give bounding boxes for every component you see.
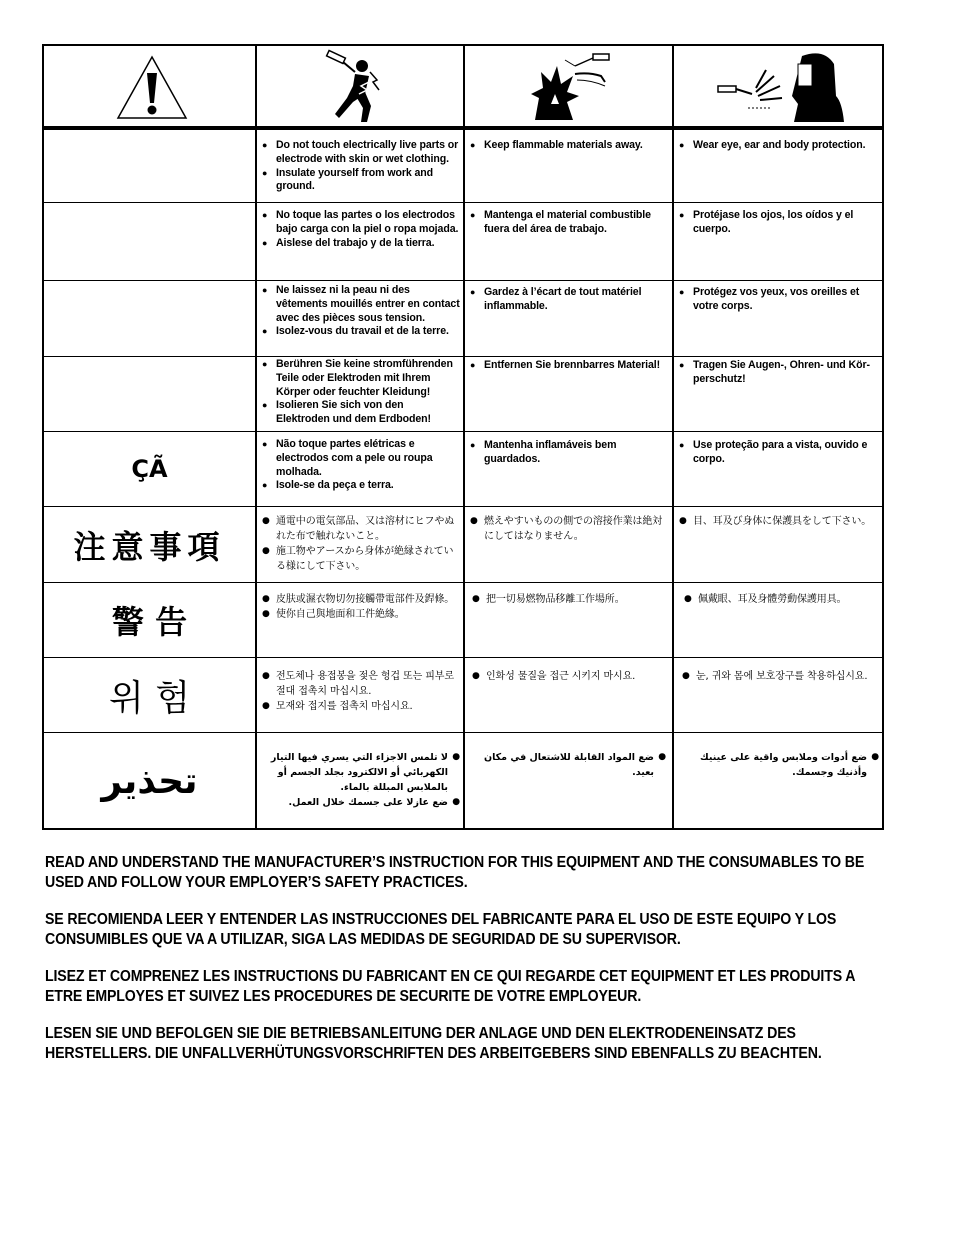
bullet-text: ● Keep flammable materials away. bbox=[470, 139, 670, 153]
row-label bbox=[44, 357, 255, 431]
bullet-text: ● ضع أدوات وملابس واقية على عينيك وأذنيك وجسمك. bbox=[679, 750, 879, 780]
flammable-warning-cell bbox=[470, 286, 670, 355]
row-label: 警 告 bbox=[111, 603, 188, 641]
protection-warning-cell bbox=[679, 359, 879, 430]
bullet-text: ● لا تلمس الاجزاء التي يسري فيها التيار الكهربائي أو الالكترود بجلد الجسم أو بالملابس المبللة بالماء. bbox=[270, 750, 460, 795]
bullet-text: ● Protéjase los ojos, los oídos y el cuerpo. bbox=[679, 209, 879, 237]
instruction-spanish: SE RECOMIENDA LEER Y ENTENDER LAS INSTRUCCIONES DEL FABRICANTE PARA EL USO DE ESTE EQUIPO Y LOS CONSUMIBLES QUE VA A UTILIZAR, SIGA LAS MEDIDAS DE SEGURIDAD DE SU SUPERVISOR. bbox=[45, 911, 837, 948]
welding-eye-protection-icon bbox=[674, 46, 884, 128]
electric-warning-cell bbox=[270, 750, 460, 828]
header-cell bbox=[465, 46, 672, 128]
bullet-text: ● No toque las partes o los electrodos bajo carga con la piel o ropa mojada. bbox=[262, 209, 460, 237]
electric-warning-cell bbox=[262, 438, 460, 505]
bullet-text: ● 佩戴眼、耳及身體勞動保護用具。 bbox=[684, 592, 882, 607]
bullet-text: ● Use proteção para a vista, ouvido e corpo. bbox=[679, 439, 879, 467]
warning-triangle-icon bbox=[44, 46, 255, 128]
header-cell bbox=[674, 46, 884, 128]
bullet-text: ● Entfernen Sie brennbarres Material! bbox=[470, 359, 670, 373]
bullet-text: ● Protégez vos yeux, vos oreilles et votre corps. bbox=[679, 286, 879, 314]
row-label bbox=[44, 130, 255, 202]
bullet-text: ● 皮肤或濕衣物切勿接觸帶電部件及銲條。 bbox=[262, 592, 460, 607]
row-label: 注意事項 bbox=[73, 527, 226, 566]
bullet-text: ● 전도체나 용접봉을 젖은 헝겁 또는 피부로 절대 접촉치 마십시요. bbox=[262, 669, 460, 699]
bullet-text: ● Mantenga el material combustible fuera del área de trabajo. bbox=[470, 209, 670, 237]
row-label: 위 험 bbox=[109, 677, 190, 719]
bullet-text: ● 눈, 귀와 몸에 보호장구를 착용하십시요. bbox=[682, 669, 880, 684]
bullet-text: ● 把一切易燃物品移離工作場所。 bbox=[472, 592, 670, 607]
bullet-text: ● Isolieren Sie sich von den Elektroden und dem Erdboden! bbox=[262, 399, 460, 427]
column-divider bbox=[463, 46, 465, 828]
electric-warning-cell bbox=[262, 358, 460, 430]
bullet-text: ● Tragen Sie Augen-, Ohren- und Kör-perschutz! bbox=[679, 359, 879, 387]
column-divider bbox=[255, 46, 257, 828]
row-label: تحذير bbox=[101, 761, 198, 802]
bullet-text: ● 通電中の電気部品、又は溶材にヒフやぬれた布で触れないこと。 bbox=[262, 514, 460, 544]
instruction-english: READ AND UNDERSTAND THE MANUFACTURER’S INSTRUCTION FOR THIS EQUIPMENT AND THE CONSUMABLES TO BE USED AND FOLLOW YOUR EMPLOYER’S SAFETY PRACTICES. bbox=[45, 854, 865, 891]
row-label: ÇÃ bbox=[131, 455, 168, 483]
protection-warning-cell bbox=[679, 514, 879, 581]
electric-warning-cell bbox=[262, 209, 460, 279]
row-label bbox=[44, 203, 255, 280]
row-label bbox=[44, 281, 255, 356]
electric-warning-cell bbox=[262, 139, 460, 201]
safety-instructions bbox=[45, 853, 895, 1081]
flammable-warning-cell bbox=[470, 514, 670, 581]
protection-warning-cell bbox=[679, 209, 879, 279]
flammable-warning-cell bbox=[470, 209, 670, 279]
bullet-text: ● Wear eye, ear and body protection. bbox=[679, 139, 879, 153]
bullet-text: ● Insulate yourself from work and ground. bbox=[262, 167, 460, 195]
bullet-text: ● Berühren Sie keine stromführenden Teile oder Elektroden mit Ihrem Körper oder feuchter Kleidung! bbox=[262, 358, 460, 399]
warning-table bbox=[42, 44, 884, 830]
header-cell bbox=[257, 46, 463, 128]
flammable-warning-cell bbox=[470, 439, 670, 505]
protection-warning-cell bbox=[679, 750, 879, 828]
instruction-french: LISEZ ET COMPRENEZ LES INSTRUCTIONS DU FABRICANT EN CE QUI REGARDE CET EQUIPMENT ET LES PRODUITS A ETRE EMPLOYES ET SUIVEZ LES PROCEDURES DE SECURITE DE VOTRE EMPLOYEUR. bbox=[45, 968, 855, 1005]
electric-shock-icon bbox=[257, 46, 463, 128]
bullet-text: ● 施工物やアースから身体が絶縁されている様にして下さい。 bbox=[262, 544, 460, 574]
electric-warning-cell bbox=[262, 514, 460, 581]
bullet-text: ● Gardez à l’écart de tout matériel inflammable. bbox=[470, 286, 670, 314]
explosion-flammable-icon bbox=[465, 46, 672, 128]
bullet-text: ● 使你自己與地面和工件絶緣。 bbox=[262, 607, 460, 622]
bullet-text: ● Isole-se da peça e terra. bbox=[262, 479, 460, 493]
flammable-warning-cell bbox=[472, 669, 670, 731]
protection-warning-cell bbox=[679, 139, 879, 201]
flammable-warning-cell bbox=[470, 139, 670, 201]
bullet-text: ● Isolez-vous du travail et de la terre. bbox=[262, 325, 460, 339]
instruction-german: LESEN SIE UND BEFOLGEN SIE DIE BETRIEBSANLEITUNG DER ANLAGE UND DEN ELEKTRODENEINSATZ DES HERSTELLERS. DIE UNFALLVERHÜTUNGSVORSCHRIFTEN DES ARBEITGEBERS SIND EBENFALLS ZU BEACHTEN. bbox=[45, 1025, 822, 1062]
flammable-warning-cell bbox=[472, 592, 670, 656]
protection-warning-cell bbox=[679, 286, 879, 355]
bullet-text: ● ضع المواد القابلة للاشتعال في مكان بعيد. bbox=[470, 750, 666, 780]
bullet-text: ● Do not touch electrically live parts or electrode with skin or wet clothing. bbox=[262, 139, 460, 167]
protection-warning-cell bbox=[684, 592, 882, 656]
electric-warning-cell bbox=[262, 284, 460, 355]
bullet-text: ● Não toque partes elétricas e electrodos com a pele ou roupa molhada. bbox=[262, 438, 460, 479]
header-cell bbox=[44, 46, 255, 128]
bullet-text: ● Aislese del trabajo y de la tierra. bbox=[262, 237, 460, 251]
protection-warning-cell bbox=[679, 439, 879, 505]
bullet-text: ● 目、耳及び身体に保護具をして下さい。 bbox=[679, 514, 879, 529]
bullet-text: ● 燃えやすいものの側での溶接作業は絶対にしてはなりません。 bbox=[470, 514, 670, 544]
electric-warning-cell bbox=[262, 669, 460, 731]
column-divider bbox=[672, 46, 674, 828]
bullet-text: ● 모재와 접지를 접촉치 마십시요. bbox=[262, 699, 460, 714]
flammable-warning-cell bbox=[470, 359, 670, 430]
bullet-text: ● Ne laissez ni la peau ni des vêtements mouillés entrer en contact avec des pièces sous tension. bbox=[262, 284, 460, 325]
bullet-text: ● ضع عازلا على جسمك خلال العمل. bbox=[270, 795, 460, 810]
flammable-warning-cell bbox=[470, 750, 666, 828]
electric-warning-cell bbox=[262, 592, 460, 656]
protection-warning-cell bbox=[682, 669, 880, 731]
bullet-text: ● 인화성 물질을 접근 시키지 마시요. bbox=[472, 669, 670, 684]
bullet-text: ● Mantenha inflamáveis bem guardados. bbox=[470, 439, 670, 467]
